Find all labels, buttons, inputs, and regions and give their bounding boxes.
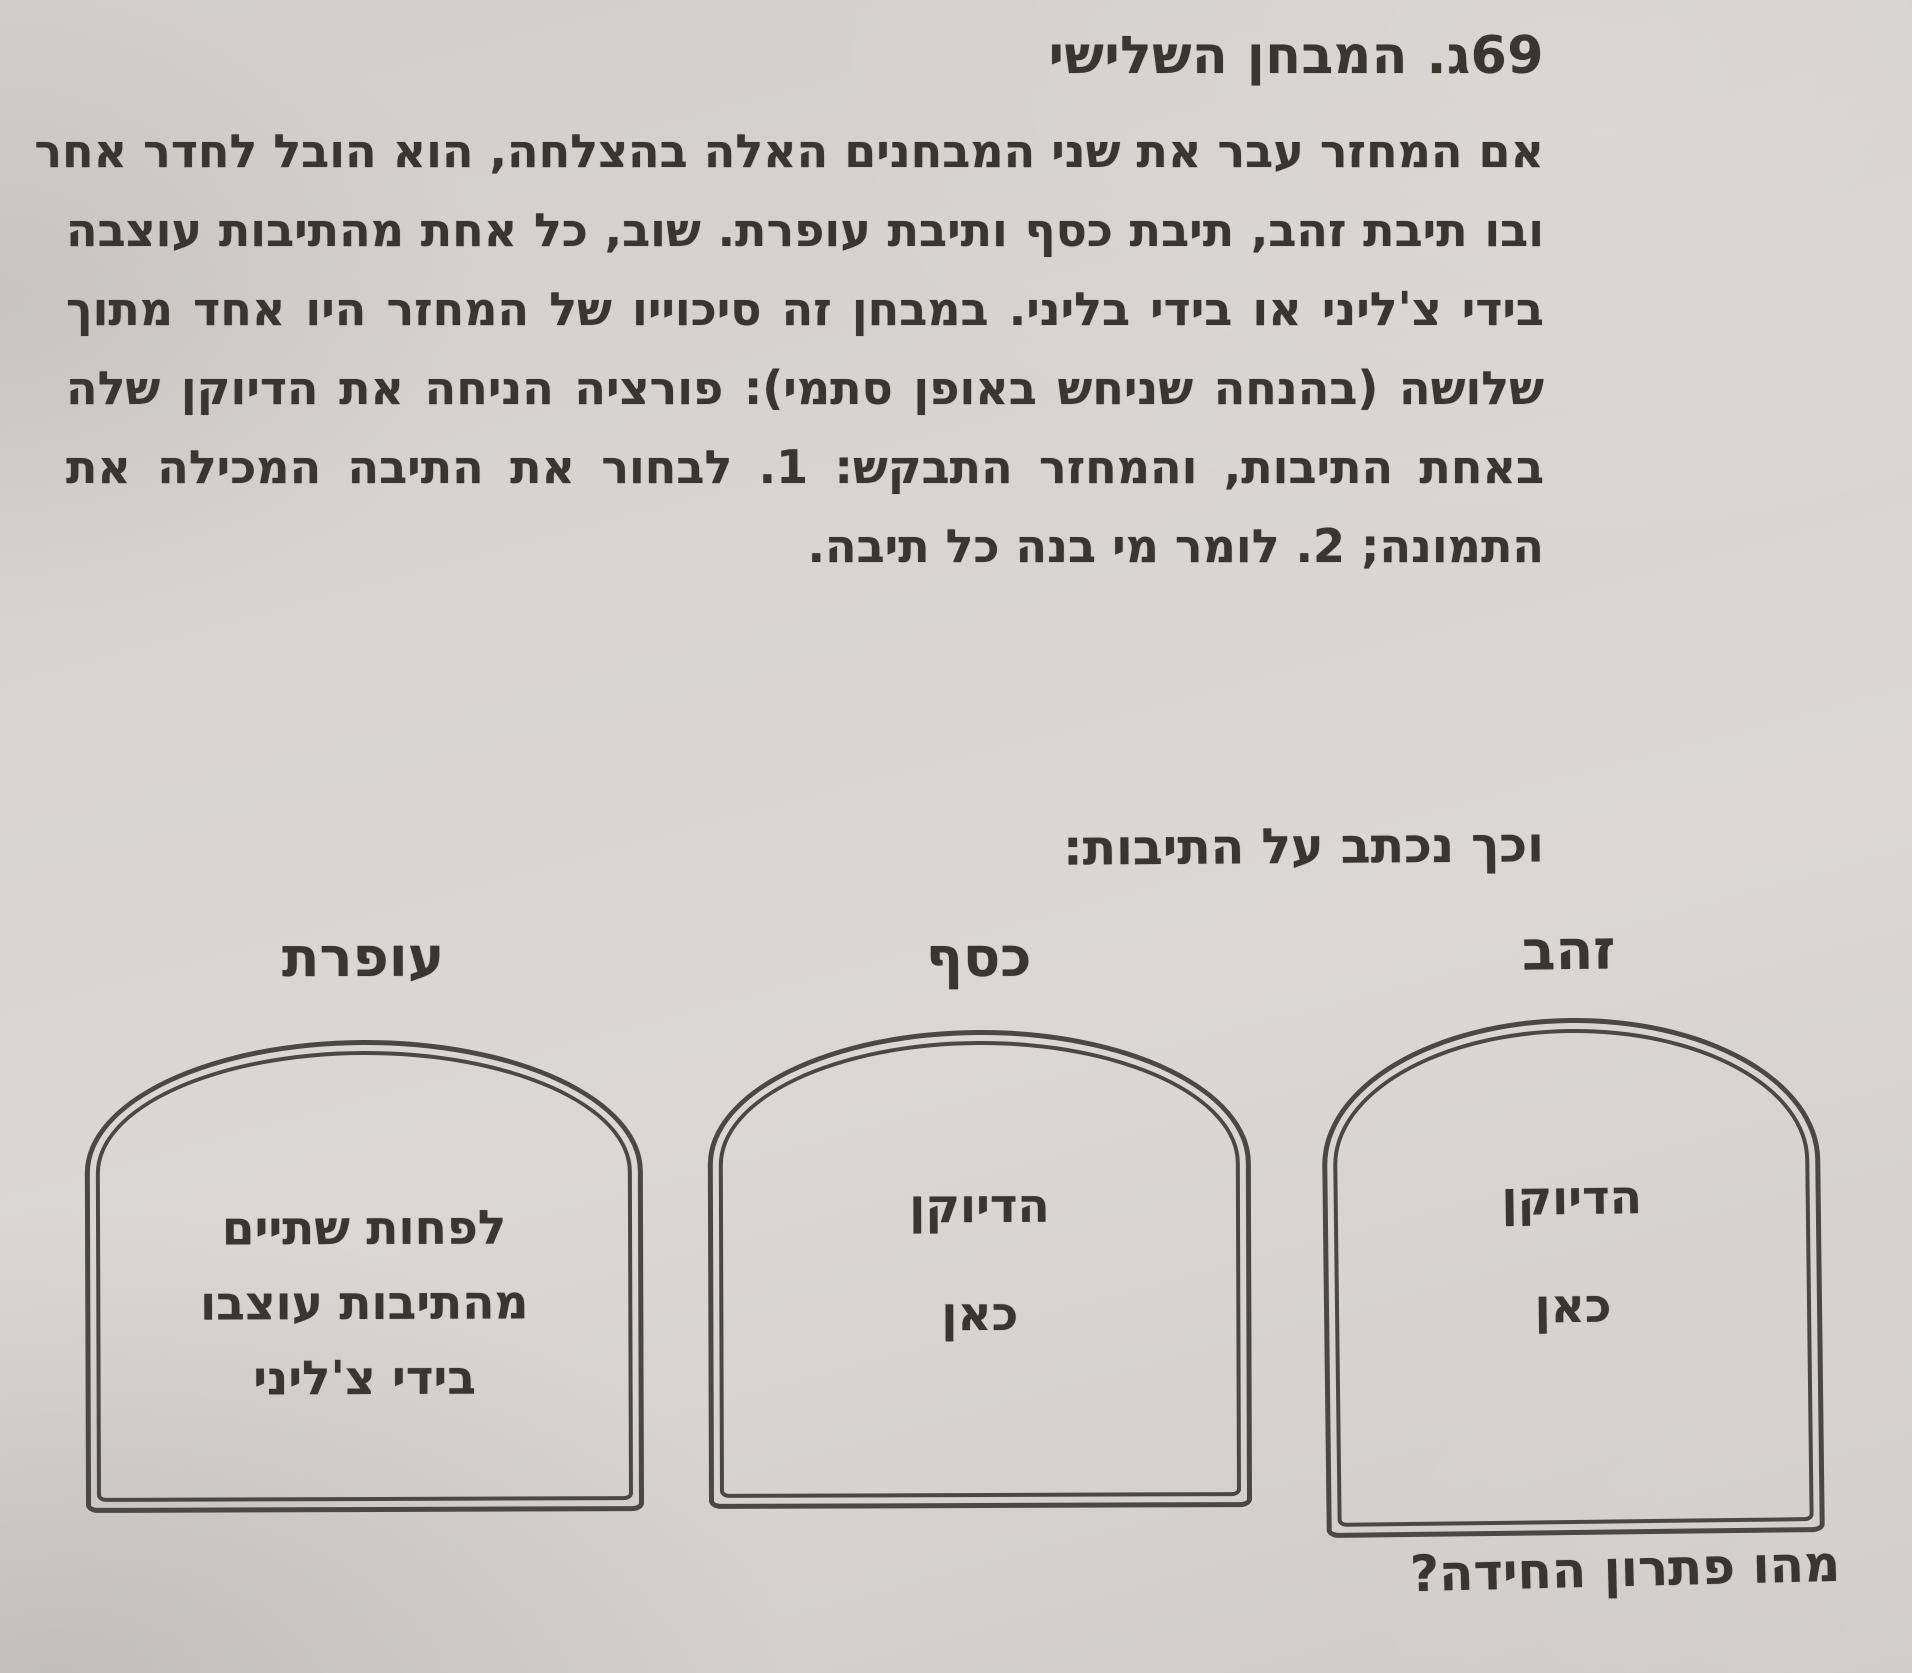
- casket-gold-label: זהב: [1521, 917, 1616, 983]
- casket-gold: [1319, 915, 1824, 1531]
- casket-lead-label: עופרת: [281, 924, 445, 990]
- intro-paragraph: [34, 112, 1544, 586]
- intro-line-5: באחת התיבות, והמחזר התבקש: 1. לבחור את התיבה המכילה את: [66, 440, 1544, 494]
- intro-line-4: שלושה (בהנחה שניחש באופן סתמי): פורציה הניחה את הדיוקן שלה: [66, 361, 1544, 415]
- casket-lead: [84, 924, 644, 1506]
- section-heading: 69ג. המבחן השלישי: [1048, 26, 1544, 86]
- intro-line-2: ובו תיבת זהב, תיבת כסף ותיבת עופרת. שוב, כל אחת מהתיבות עוצבה: [66, 203, 1544, 257]
- casket-silver: [707, 924, 1252, 1501]
- inscription-line: לפחות שתיים: [221, 1200, 507, 1257]
- intro-line-3: בידי צ'ליני או בידי בליני. במבחן זה סיכוייו של המחזר היו אחד מתוך: [66, 282, 1544, 336]
- casket-lead-outline: [84, 1039, 644, 1513]
- inscription-line: הדיוקן: [909, 1178, 1050, 1235]
- casket-silver-outline: [707, 1029, 1252, 1509]
- casket-lead-inscription: [89, 1044, 638, 1417]
- caskets-caption: וכך נכתב על התיבות:: [1062, 816, 1545, 877]
- casket-silver-inscription: [712, 1034, 1246, 1370]
- inscription-line: מהתיבות עוצבו: [199, 1275, 529, 1332]
- casket-silver-label: כסף: [925, 924, 1032, 990]
- inscription-line: כאן: [941, 1286, 1019, 1343]
- casket-gold-inscription: [1326, 1020, 1818, 1364]
- intro-line-1: אם המחזר עבר את שני המבחנים האלה בהצלחה, הוא הובל לחדר אחר: [34, 124, 1544, 178]
- inscription-line: בידי צ'ליני: [253, 1350, 477, 1407]
- riddle-question: מהו פתרון החידה?: [1409, 1534, 1841, 1604]
- casket-gold-outline: [1321, 1015, 1825, 1538]
- inscription-line: הדיוקן: [1501, 1170, 1643, 1227]
- inscription-line: כאן: [1534, 1278, 1612, 1335]
- intro-line-6: התמונה; 2. לומר מי בנה כל תיבה.: [807, 519, 1544, 573]
